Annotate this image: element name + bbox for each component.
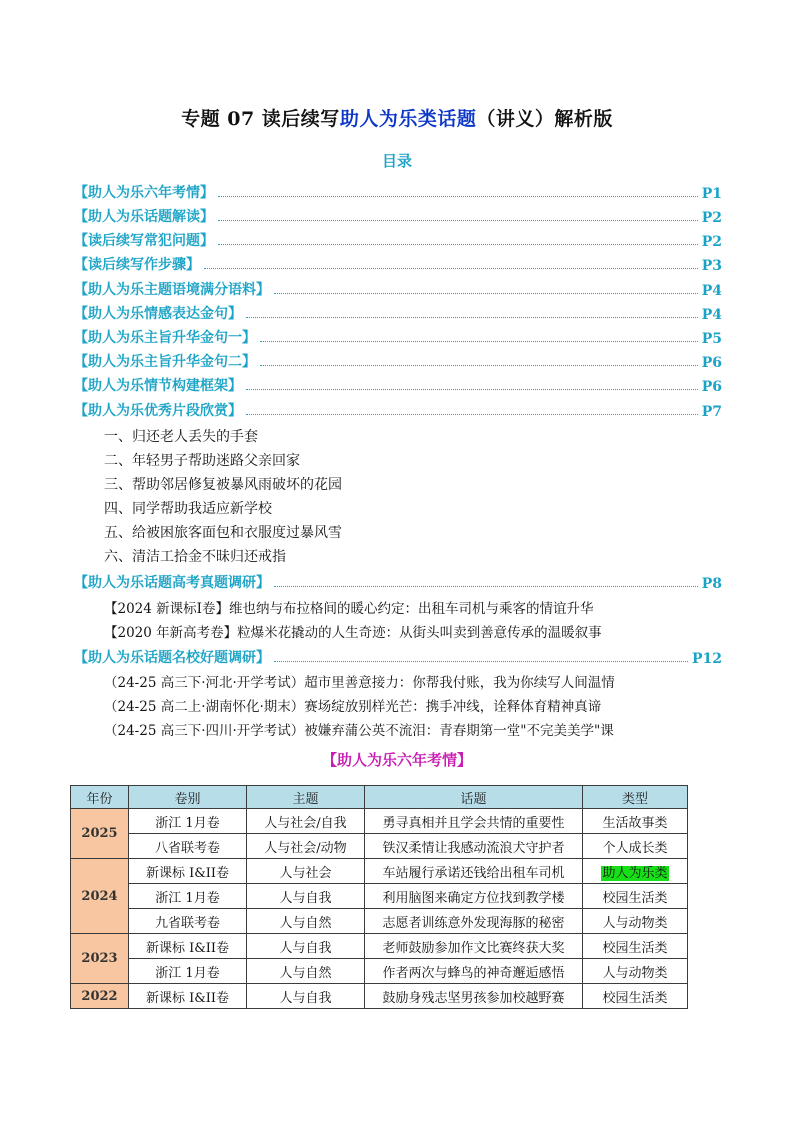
toc-entry[interactable]: 【助人为乐话题解读】 P2	[74, 209, 722, 226]
toc-entry[interactable]: 【助人为乐主题语境满分语料】 P4	[74, 282, 722, 299]
header-type: 类型	[583, 786, 688, 809]
table-row	[71, 984, 688, 1009]
table-cell: 人与自然	[247, 959, 365, 984]
table-cell: 勇寻真相并且学会共情的重要性	[365, 809, 583, 834]
school-item[interactable]: （24-25 高二上·湖南怀化·期末）赛场绽放别样光芒：携手冲线，诠释体育精神真谛	[104, 699, 602, 715]
table-cell: 老师鼓励参加作文比赛终获大奖	[365, 934, 583, 959]
header-year: 年份	[71, 786, 129, 809]
excerpt-item[interactable]: 二、年轻男子帮助迷路父亲回家	[104, 453, 300, 469]
table-row	[71, 934, 688, 959]
year-cell: 2025	[71, 809, 129, 859]
table-cell: 校园生活类	[583, 984, 688, 1009]
table-cell: 浙江 1月卷	[129, 959, 247, 984]
table-cell: 人与自我	[247, 884, 365, 909]
title-highlight: 助人为乐类话题	[339, 108, 477, 130]
table-row	[71, 834, 688, 859]
toc-entry[interactable]: 【读后续写作步骤】 P3	[74, 257, 722, 274]
excerpt-item[interactable]: 五、给被困旅客面包和衣服度过暴风雪	[104, 525, 342, 541]
toc-entry[interactable]: 【助人为乐优秀片段欣赏】 P7	[74, 403, 722, 420]
document-title	[0, 104, 794, 131]
exam-table	[70, 785, 688, 1009]
table-row	[71, 884, 688, 909]
header-paper: 卷别	[129, 786, 247, 809]
header-theme: 主题	[247, 786, 365, 809]
table-cell: 车站履行承诺还钱给出租车司机	[365, 859, 583, 884]
year-cell: 2024	[71, 859, 129, 934]
header-topic: 话题	[365, 786, 583, 809]
highlighted-type: 助人为乐类	[602, 865, 668, 881]
table-row	[71, 859, 688, 884]
excerpt-item[interactable]: 六、清洁工拾金不昧归还戒指	[104, 549, 286, 565]
table-row	[71, 909, 688, 934]
table-cell: 九省联考卷	[129, 909, 247, 934]
school-item[interactable]: （24-25 高三下·河北·开学考试）超市里善意接力：你帮我付账，我为你续写人间温情	[104, 675, 615, 691]
excerpt-item[interactable]: 四、同学帮助我适应新学校	[104, 501, 272, 517]
table-cell: 新课标 I&II卷	[129, 934, 247, 959]
table-cell: 人与动物类	[583, 909, 688, 934]
toc-entry[interactable]: 【助人为乐情节构建框架】 P6	[74, 378, 722, 395]
toc-entry[interactable]: 【助人为乐六年考情】 P1	[74, 185, 722, 202]
table-cell: 八省联考卷	[129, 834, 247, 859]
table-cell: 人与社会/自我	[247, 809, 365, 834]
excerpt-item[interactable]: 一、归还老人丢失的手套	[104, 429, 258, 445]
table-cell: 新课标 I&II卷	[129, 984, 247, 1009]
school-item[interactable]: （24-25 高三下·四川·开学考试）被嫌弃蒲公英不流泪：青春期第一堂"不完美美学"课	[104, 723, 614, 739]
table-cell: 人与自然	[247, 909, 365, 934]
table-cell: 铁汉柔情让我感动流浪犬守护者	[365, 834, 583, 859]
table-cell: 利用脑图来确定方位找到教学楼	[365, 884, 583, 909]
toc-entry[interactable]: 【助人为乐情感表达金句】 P4	[74, 306, 722, 323]
table-cell: 鼓励身残志坚男孩参加校越野赛	[365, 984, 583, 1009]
table-cell: 浙江 1月卷	[129, 884, 247, 909]
table-cell	[583, 859, 688, 884]
table-cell: 个人成长类	[583, 834, 688, 859]
table-header-row	[71, 786, 688, 809]
toc-entry[interactable]: 【助人为乐主旨升华金句二】 P6	[74, 354, 722, 371]
gaokao-item[interactable]: 【2020 年新高考卷】粒爆米花撬动的人生奇迹：从街头叫卖到善意传承的温暖叙事	[104, 625, 602, 641]
table-row	[71, 809, 688, 834]
table-cell: 浙江 1月卷	[129, 809, 247, 834]
table-cell: 志愿者训练意外发现海豚的秘密	[365, 909, 583, 934]
table-cell: 人与自我	[247, 984, 365, 1009]
toc-heading: 目录	[381, 152, 412, 170]
title-prefix: 专题 07 读后续写	[181, 108, 340, 130]
toc-entry[interactable]: 【助人为乐话题名校好题调研】 P12	[74, 650, 722, 667]
year-cell: 2022	[71, 984, 129, 1009]
table-cell: 生活故事类	[583, 809, 688, 834]
gaokao-item[interactable]: 【2024 新课标Ⅰ卷】维也纳与布拉格间的暖心约定：出租车司机与乘客的情谊升华	[104, 601, 594, 617]
table-cell: 人与社会/动物	[247, 834, 365, 859]
table-cell: 人与自我	[247, 934, 365, 959]
excerpt-item[interactable]: 三、帮助邻居修复被暴风雨破坏的花园	[104, 477, 342, 493]
table-cell: 校园生活类	[583, 934, 688, 959]
toc-entry[interactable]: 【助人为乐主旨升华金句一】 P5	[74, 330, 722, 347]
table-cell: 新课标 I&II卷	[129, 859, 247, 884]
table-row	[71, 959, 688, 984]
table-cell: 人与社会	[247, 859, 365, 884]
year-cell: 2023	[71, 934, 129, 984]
table-cell: 人与动物类	[583, 959, 688, 984]
toc-entry[interactable]: 【助人为乐话题高考真题调研】 P8	[74, 575, 722, 592]
table-cell: 校园生活类	[583, 884, 688, 909]
section-title: 【助人为乐六年考情】	[321, 751, 472, 769]
table-cell: 作者两次与蜂鸟的神奇邂逅感悟	[365, 959, 583, 984]
toc-entry[interactable]: 【读后续写常犯问题】 P2	[74, 233, 722, 250]
title-suffix: （讲义）解析版	[476, 108, 613, 130]
